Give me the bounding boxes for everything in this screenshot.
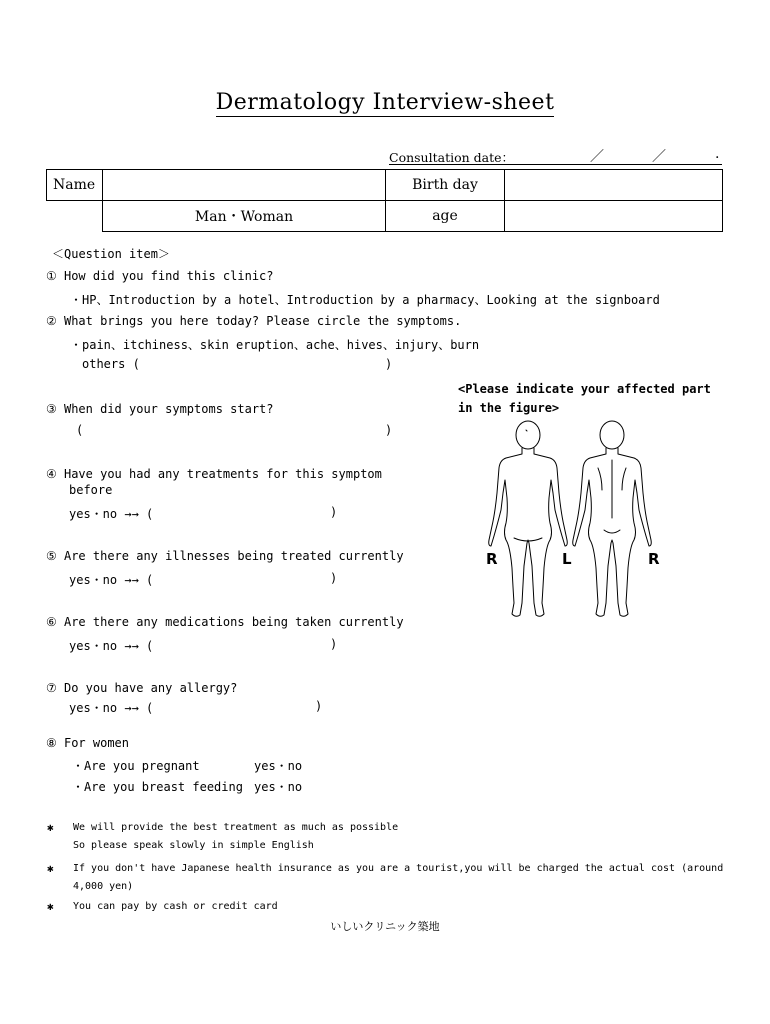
- question-2-options[interactable]: ・pain、itchiness、skin eruption、ache、hives、injury、burn: [70, 338, 480, 352]
- date-separator: ／: [590, 149, 604, 165]
- note-2-line2: 4,000 yen): [73, 881, 134, 892]
- note-1-line2: So please speak slowly in simple English: [73, 840, 314, 851]
- question-3-close: ): [385, 423, 393, 437]
- label-left: L: [562, 550, 572, 568]
- note-bullet-icon: ✱: [47, 862, 54, 875]
- question-1: ① How did you find this clinic?: [46, 269, 274, 283]
- page-title-text: Dermatology Interview-sheet: [215, 90, 555, 115]
- question-6-close: ): [330, 637, 338, 651]
- question-7-answer[interactable]: yes・no →→ (: [69, 701, 154, 715]
- figure-caption-line1: <Please indicate your affected part: [458, 382, 711, 396]
- front-body-outline: [489, 421, 568, 616]
- patient-info-table: [46, 169, 723, 232]
- question-4: ④ Have you had any treatments for this symptom: [46, 467, 382, 481]
- question-8-pregnant-answer[interactable]: yes・no: [254, 759, 303, 773]
- consultation-date-line: [389, 164, 722, 165]
- question-1-options[interactable]: ・HP、Introduction by a hotel、Introduction by a pharmacy、Looking at the signboard: [70, 293, 660, 307]
- birthday-label: Birth day: [386, 170, 505, 201]
- label-right-back: R: [648, 550, 660, 568]
- clinic-name-footer: いしいクリニック築地: [330, 920, 440, 933]
- question-4-cont: before: [69, 483, 113, 497]
- page-title: [0, 90, 770, 115]
- birthday-field[interactable]: [505, 170, 723, 201]
- question-2: ② What brings you here today? Please circle the symptoms.: [46, 314, 462, 328]
- question-2-others-close: ): [385, 357, 393, 371]
- question-7: ⑦ Do you have any allergy?: [46, 681, 238, 695]
- note-3: You can pay by cash or credit card: [73, 901, 278, 912]
- date-end: .: [715, 146, 720, 162]
- label-right-front: R: [486, 550, 498, 568]
- age-field[interactable]: [505, 201, 723, 232]
- question-3: ③ When did your symptoms start?: [46, 402, 274, 416]
- question-8-pregnant: ・Are you pregnant: [72, 759, 200, 773]
- question-6-answer[interactable]: yes・no →→ (: [69, 639, 154, 653]
- figure-caption-line2: in the figure>: [458, 401, 560, 415]
- question-5-close: ): [330, 571, 338, 585]
- consultation-date-label: Consultation date：: [389, 150, 515, 165]
- question-5: ⑤ Are there any illnesses being treated currently: [46, 549, 404, 563]
- question-header: ＜Question item＞: [52, 247, 170, 261]
- gender-options[interactable]: Man・Woman: [103, 201, 386, 232]
- question-8-feeding: ・Are you breast feeding: [72, 780, 243, 794]
- blank-cell: [47, 201, 103, 232]
- back-body-outline: [573, 421, 652, 616]
- note-1-line1: We will provide the best treatment as much as possible: [73, 822, 399, 833]
- question-8: ⑧ For women: [46, 736, 130, 750]
- body-figure[interactable]: [470, 418, 690, 628]
- question-6: ⑥ Are there any medications being taken currently: [46, 615, 404, 629]
- note-2-line1: If you don't have Japanese health insurance as you are a tourist,you will be charged the actual cost (around: [73, 863, 724, 874]
- date-separator: ／: [652, 149, 666, 165]
- name-field[interactable]: [103, 170, 386, 201]
- question-4-close: ): [330, 505, 338, 519]
- name-label: Name: [47, 170, 103, 201]
- question-3-open[interactable]: (: [76, 423, 84, 437]
- note-bullet-icon: ✱: [47, 821, 54, 834]
- question-8-feeding-answer[interactable]: yes・no: [254, 780, 303, 794]
- question-4-answer[interactable]: yes・no →→ (: [69, 507, 154, 521]
- question-7-close: ): [315, 699, 323, 713]
- question-5-answer[interactable]: yes・no →→ (: [69, 573, 154, 587]
- age-label: age: [386, 201, 505, 232]
- question-2-others[interactable]: others (: [82, 357, 140, 371]
- note-bullet-icon: ✱: [47, 900, 54, 913]
